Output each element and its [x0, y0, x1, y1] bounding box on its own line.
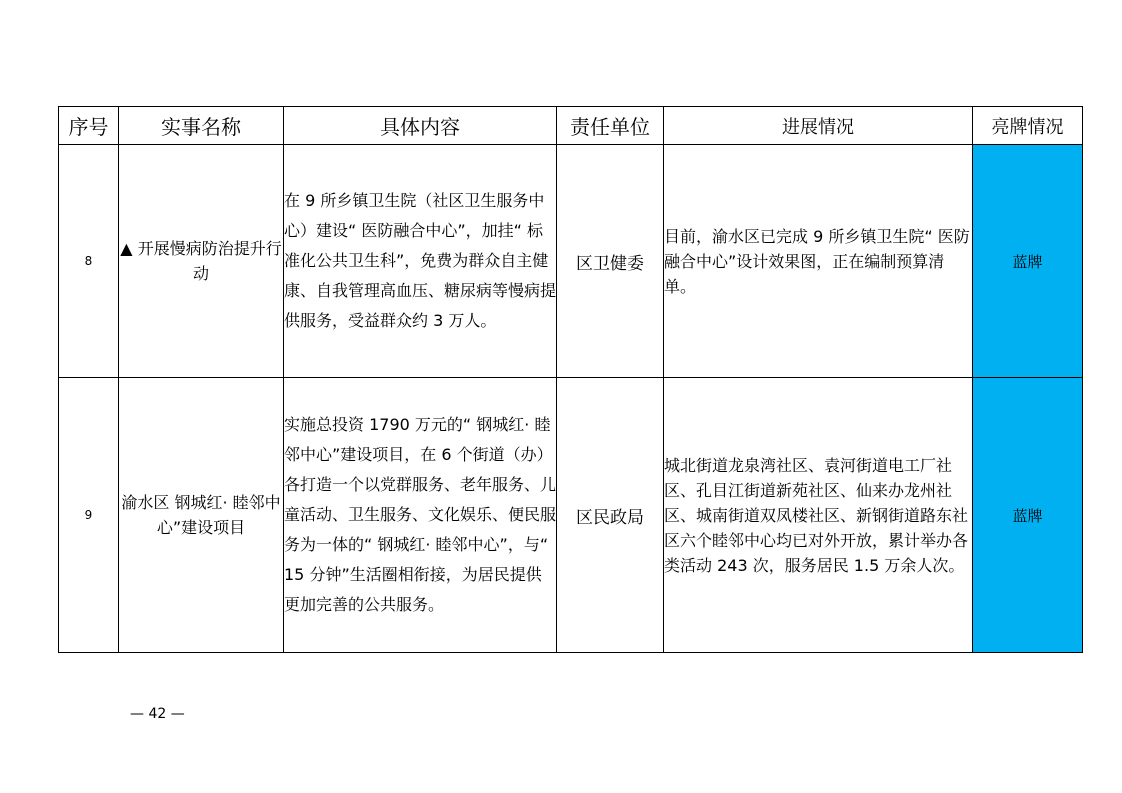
header-content: 具体内容	[284, 107, 557, 145]
header-status: 亮牌情况	[973, 107, 1083, 145]
status-badge: 蓝牌	[973, 378, 1083, 653]
row-seq: 9	[59, 378, 119, 653]
header-name: 实事名称	[119, 107, 284, 145]
table-row	[59, 145, 1083, 378]
row-unit: 区卫健委	[557, 145, 664, 378]
row-name: ▲ 开展慢病防治提升行动	[119, 145, 284, 378]
header-seq: 序号	[59, 107, 119, 145]
row-seq: 8	[59, 145, 119, 378]
row-progress: 目前，渝水区已完成 9 所乡镇卫生院“ 医防融合中心”设计效果图，正在编制预算清单。	[664, 145, 973, 378]
row-unit: 区民政局	[557, 378, 664, 653]
row-progress: 城北街道龙泉湾社区、袁河街道电工厂社区、孔目江街道新苑社区、仙来办龙州社区、城南街道双凤楼社区、新钢街道路东社区六个睦邻中心均已对外开放，累计举办各类活动 243 次，服务居民 1.5 万余人次。	[664, 378, 973, 653]
project-table	[58, 106, 1083, 653]
header-progress: 进展情况	[664, 107, 973, 145]
row-content: 实施总投资 1790 万元的“ 钢城红· 睦邻中心”建设项目，在 6 个街道（办）各打造一个以党群服务、老年服务、儿童活动、卫生服务、文化娱乐、便民服务为一体的“ 钢城红· 睦邻中心”，与“ 15 分钟”生活圈相衔接，为居民提供更加完善的公共服务。	[284, 378, 557, 653]
row-name: 渝水区 钢城红· 睦邻中心”建设项目	[119, 378, 284, 653]
row-content: 在 9 所乡镇卫生院（社区卫生服务中心）建设“ 医防融合中心”，加挂“ 标准化公共卫生科”，免费为群众自主健康、自我管理高血压、糖尿病等慢病提供服务，受益群众约 3 万人。	[284, 145, 557, 378]
table-row	[59, 378, 1083, 653]
header-unit: 责任单位	[557, 107, 664, 145]
page-number: — 42 —	[130, 706, 185, 722]
table-header-row	[59, 107, 1083, 145]
status-badge: 蓝牌	[973, 145, 1083, 378]
